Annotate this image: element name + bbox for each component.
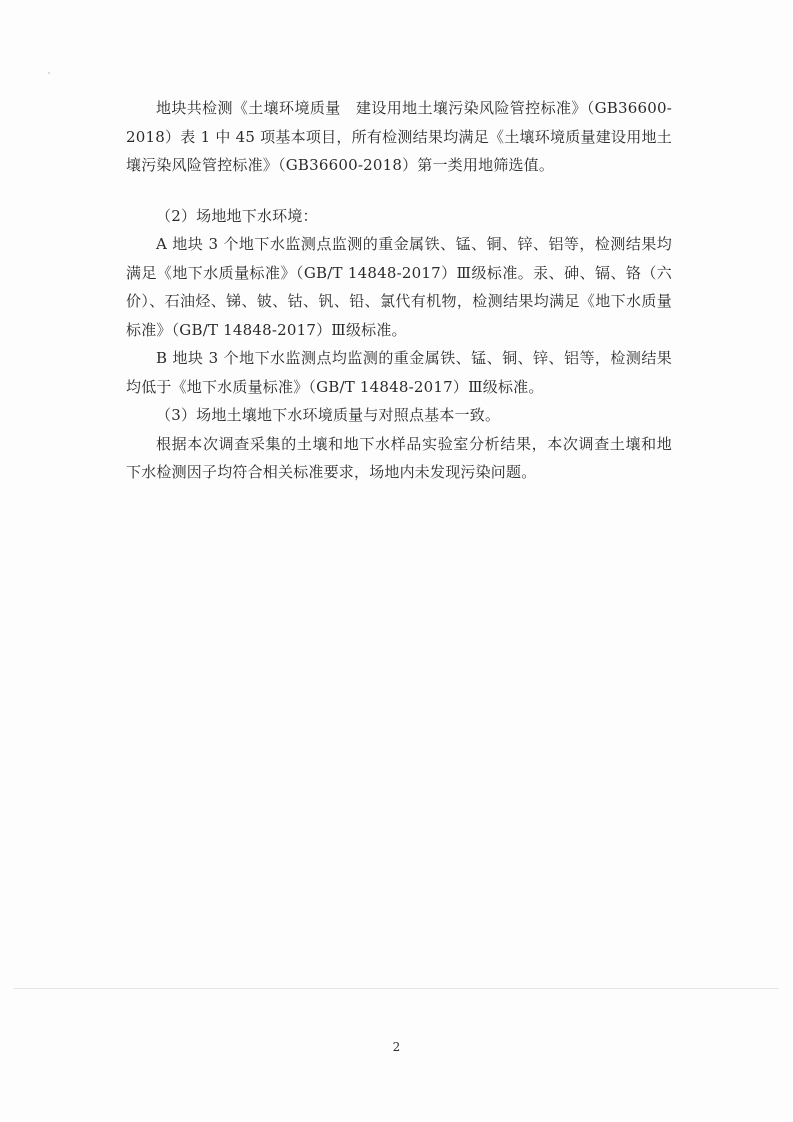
paragraph-plot-b: B 地块 3 个地下水监测点均监测的重金属铁、锰、铜、锌、铝等，检测结果均低于《地下水质量标准》（GB/T 14848-2017）Ⅲ级标准。 xyxy=(126,349,672,396)
footer-divider xyxy=(14,988,779,989)
paragraph-plot-a: A 地块 3 个地下水监测点监测的重金属铁、锰、铜、锌、铝等，检测结果均满足《地下水质量标准》（GB/T 14848-2017）Ⅲ级标准。汞、砷、镉、铬（六价）、石油烃、锑、铍、钴、钒、铅、氯代有机物，检测结果均满足《地下水质量标准》（GB/T 14848-2017）Ⅲ级标准。 xyxy=(126,235,672,339)
paragraph-gap xyxy=(126,180,672,202)
paragraph-comparison: （3）场地土壤地下水环境质量与对照点基本一致。 xyxy=(156,406,501,424)
paragraph-groundwater-heading: （2）场地地下水环境： xyxy=(156,206,318,225)
scan-speck xyxy=(48,72,50,74)
paragraph-conclusion: 根据本次调查采集的土壤和地下水样品实验室分析结果，本次调查土壤和地下水检测因子均符合相关标准要求，场地内未发现污染问题。 xyxy=(126,434,672,481)
paragraph-soil-result: 地块共检测《土壤环境质量 建设用地土壤污染风险管控标准》（GB36600-2018）表 1 中 45 项基本项目，所有检测结果均满足《土壤环境质量建设用地土壤污染风险管控标准》（GB36600-2018）第一类用地筛选值。 xyxy=(126,99,672,174)
page-number: 2 xyxy=(392,1040,401,1054)
document-body xyxy=(126,94,672,487)
